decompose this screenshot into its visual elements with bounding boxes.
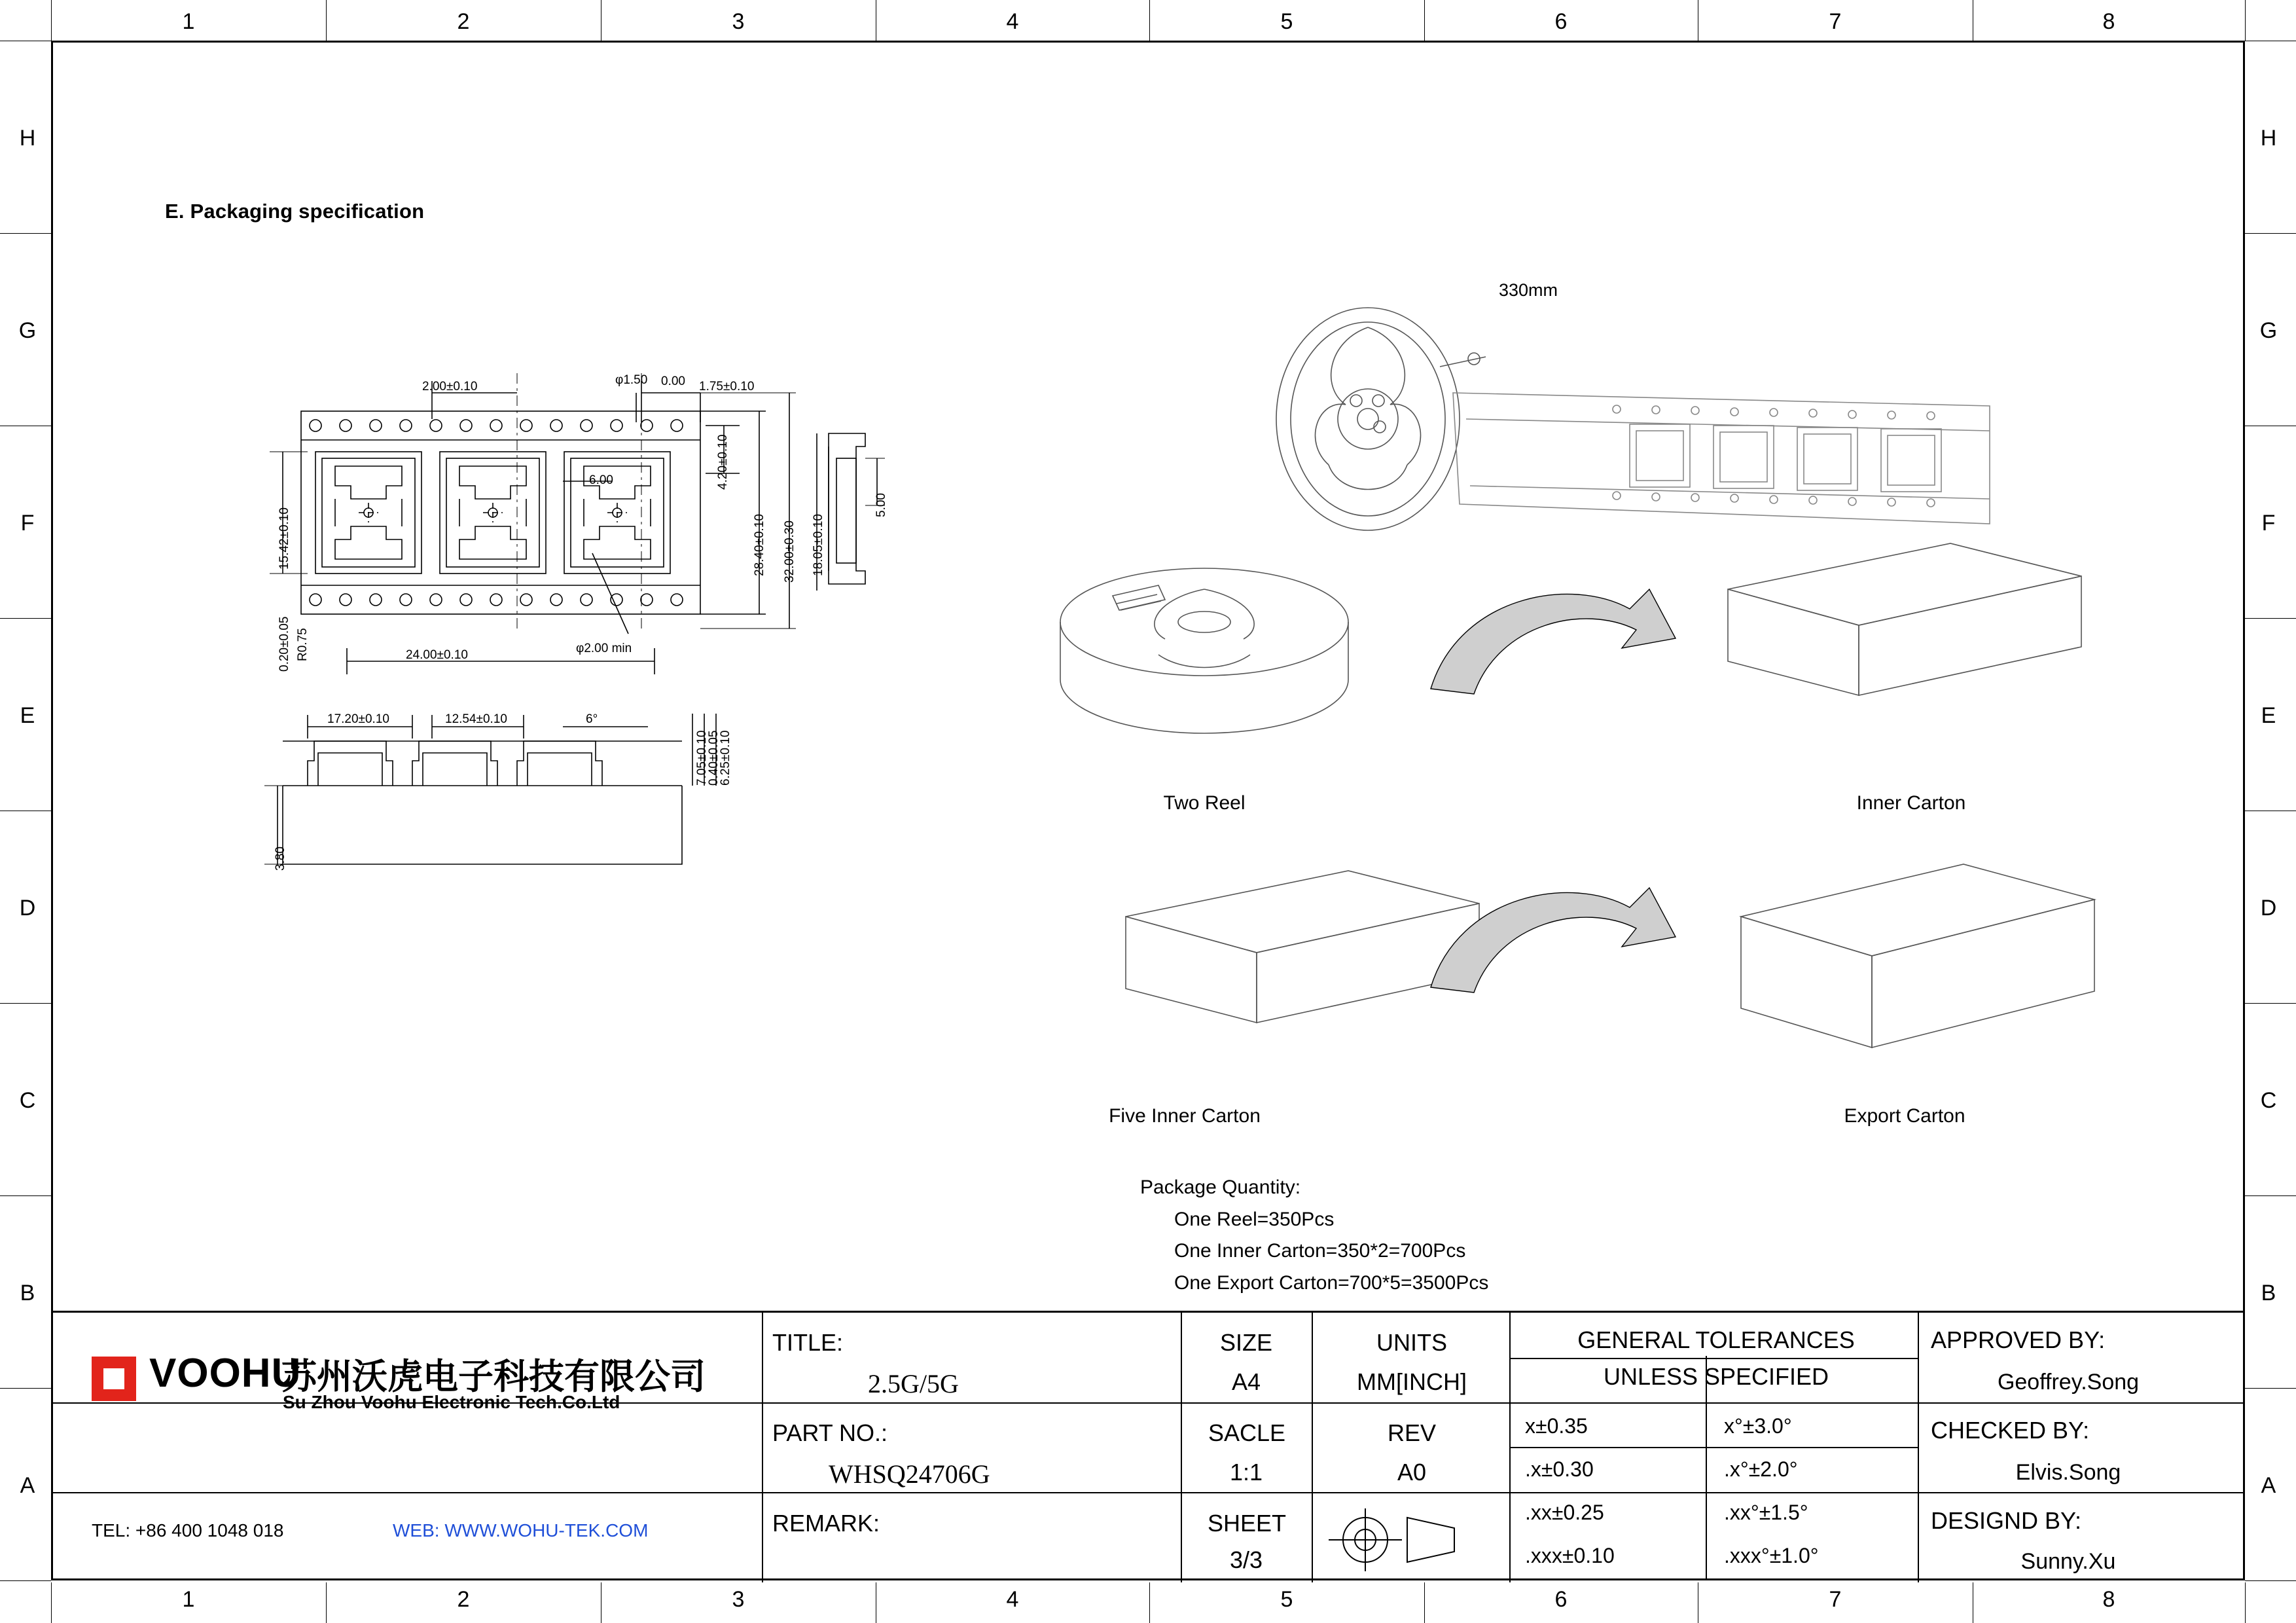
dim-pocket-w: 6.00 <box>589 473 613 487</box>
tolerance-angular-2: .x°±2.0° <box>1724 1457 1798 1481</box>
frame-row-right-D: D <box>2260 896 2277 921</box>
dim-width: 24.00±0.10 <box>406 648 468 662</box>
frame-col-bottom-5: 5 <box>1280 1587 1293 1612</box>
units-label: UNITS <box>1376 1329 1447 1356</box>
rev-value: A0 <box>1397 1459 1427 1486</box>
tolerance-linear-2: .x±0.30 <box>1525 1457 1594 1481</box>
approved-value: Geoffrey.Song <box>1997 1370 2140 1395</box>
rev-label: REV <box>1387 1419 1437 1446</box>
frame-row-right-G: G <box>2259 318 2278 343</box>
frame-row-right-F: F <box>2261 511 2276 536</box>
part-label: PART NO.: <box>772 1419 888 1446</box>
label-export-carton: Export Carton <box>1844 1105 1965 1127</box>
designed-value: Sunny.Xu <box>2020 1549 2116 1574</box>
dim-r075: R0.75 <box>296 628 310 661</box>
title-value: 2.5G/5G <box>868 1369 959 1398</box>
frame-col-bottom-6: 6 <box>1554 1587 1568 1612</box>
frame-col-bottom-3: 3 <box>732 1587 745 1612</box>
part-value: WHSQ24706G <box>829 1459 990 1489</box>
dim-s6: 6.25±0.10 <box>719 730 732 786</box>
tolerance-linear-3: .xx±0.25 <box>1525 1501 1604 1524</box>
section-title: E. Packaging specification <box>165 200 425 223</box>
dim-s7: 3.80 <box>274 847 287 871</box>
tolerance-angular-3: .xx°±1.5° <box>1724 1501 1808 1524</box>
company-logo-mark <box>92 1357 136 1401</box>
frame-col-top-6: 6 <box>1554 9 1568 34</box>
tolerance-linear-1: x±0.35 <box>1525 1414 1588 1438</box>
frame-col-bottom-7: 7 <box>1829 1587 1842 1612</box>
frame-row-right-H: H <box>2260 126 2277 151</box>
dim-a3: 32.00±0.30 <box>783 520 797 583</box>
package-quantity-line-2: One Inner Carton=350*2=700Pcs <box>1174 1240 1466 1262</box>
frame-col-bottom-2: 2 <box>457 1587 470 1612</box>
label-inner-carton: Inner Carton <box>1856 792 1966 814</box>
company-name-en: Su Zhou Voohu Electronic Tech.Co.Ltd <box>283 1392 620 1412</box>
tolerance-angular-4: .xxx°±1.0° <box>1724 1544 1819 1567</box>
dim-s2: 12.54±0.10 <box>445 712 507 726</box>
dim-s1: 17.20±0.10 <box>327 712 389 726</box>
size-label: SIZE <box>1219 1329 1272 1356</box>
frame-col-top-8: 8 <box>2102 9 2115 34</box>
dim-s5: 0.40±0.05 <box>707 730 721 786</box>
frame-row-right-B: B <box>2261 1281 2276 1305</box>
package-quantity-heading: Package Quantity: <box>1140 1176 1301 1198</box>
frame-row-left-G: G <box>18 318 37 343</box>
scale-label: SACLE <box>1208 1419 1286 1446</box>
units-value: MM[INCH] <box>1357 1368 1467 1395</box>
company-name-cn: 苏州沃虎电子科技有限公司 <box>281 1357 706 1396</box>
dim-thickness: 0.20±0.05 <box>278 616 291 672</box>
dim-zero: 0.00 <box>661 374 685 388</box>
frame-row-left-F: F <box>20 511 35 536</box>
company-logo-text: VOOHU <box>149 1351 302 1396</box>
frame-col-top-5: 5 <box>1280 9 1293 34</box>
frame-row-left-E: E <box>20 703 35 728</box>
frame-col-top-7: 7 <box>1829 9 1842 34</box>
reel-diameter-label: 330mm <box>1499 280 1558 300</box>
dim-left-h: 15.42±0.10 <box>278 507 291 570</box>
approved-label: APPROVED BY: <box>1931 1326 2106 1353</box>
size-value: A4 <box>1231 1368 1261 1395</box>
tolerance-angular-1: x°±3.0° <box>1724 1414 1792 1438</box>
package-quantity-line-3: One Export Carton=700*5=3500Pcs <box>1174 1271 1489 1294</box>
dim-min-hole: φ2.00 min <box>576 642 632 655</box>
frame-row-left-D: D <box>19 896 36 921</box>
dim-a2: 28.40±0.10 <box>753 514 766 576</box>
frame-col-top-2: 2 <box>457 9 470 34</box>
frame-col-bottom-8: 8 <box>2102 1587 2115 1612</box>
dim-hole-dia: φ1.50 <box>615 373 648 387</box>
dim-a4: 18.05±0.10 <box>812 514 825 576</box>
dim-a1: 4.20±0.10 <box>716 434 730 490</box>
frame-col-top-3: 3 <box>732 9 745 34</box>
package-quantity-line-1: One Reel=350Pcs <box>1174 1208 1335 1230</box>
checked-value: Elvis.Song <box>2015 1460 2121 1485</box>
frame-row-right-E: E <box>2261 703 2276 728</box>
tolerance-linear-4: .xxx±0.10 <box>1525 1544 1615 1567</box>
frame-row-left-H: H <box>19 126 36 151</box>
frame-col-top-4: 4 <box>1006 9 1019 34</box>
frame-row-left-B: B <box>20 1281 35 1305</box>
tolerance-title-line2: UNLESS SPECIFIED <box>1603 1363 1829 1390</box>
label-five-inner-carton: Five Inner Carton <box>1109 1105 1261 1127</box>
dim-s4: 7.05±0.10 <box>695 730 709 786</box>
package-quantity-block <box>1140 1172 1488 1299</box>
sheet-value: 3/3 <box>1229 1546 1263 1573</box>
company-tel: TEL: +86 400 1048 018 <box>92 1520 284 1541</box>
remark-label: REMARK: <box>772 1510 880 1537</box>
dim-pitch: 2.00±0.10 <box>422 380 478 393</box>
designed-label: DESIGND BY: <box>1931 1507 2082 1534</box>
scale-value: 1:1 <box>1229 1459 1263 1486</box>
dim-a5: 5.00 <box>874 493 888 517</box>
title-label: TITLE: <box>772 1329 844 1356</box>
frame-col-bottom-4: 4 <box>1006 1587 1019 1612</box>
dim-edge: 1.75±0.10 <box>699 380 755 393</box>
frame-row-left-C: C <box>19 1088 36 1113</box>
frame-row-right-A: A <box>2261 1473 2276 1498</box>
dim-s3: 6° <box>586 712 598 726</box>
tolerance-title-line1: GENERAL TOLERANCES <box>1577 1326 1855 1353</box>
sheet-label: SHEET <box>1207 1510 1287 1537</box>
checked-label: CHECKED BY: <box>1931 1417 2090 1444</box>
frame-col-top-1: 1 <box>182 9 195 34</box>
frame-row-left-A: A <box>20 1473 35 1498</box>
frame-col-bottom-1: 1 <box>182 1587 195 1612</box>
company-web[interactable]: WEB: WWW.WOHU-TEK.COM <box>393 1520 649 1541</box>
frame-row-right-C: C <box>2260 1088 2277 1113</box>
label-two-reel: Two Reel <box>1163 792 1246 814</box>
